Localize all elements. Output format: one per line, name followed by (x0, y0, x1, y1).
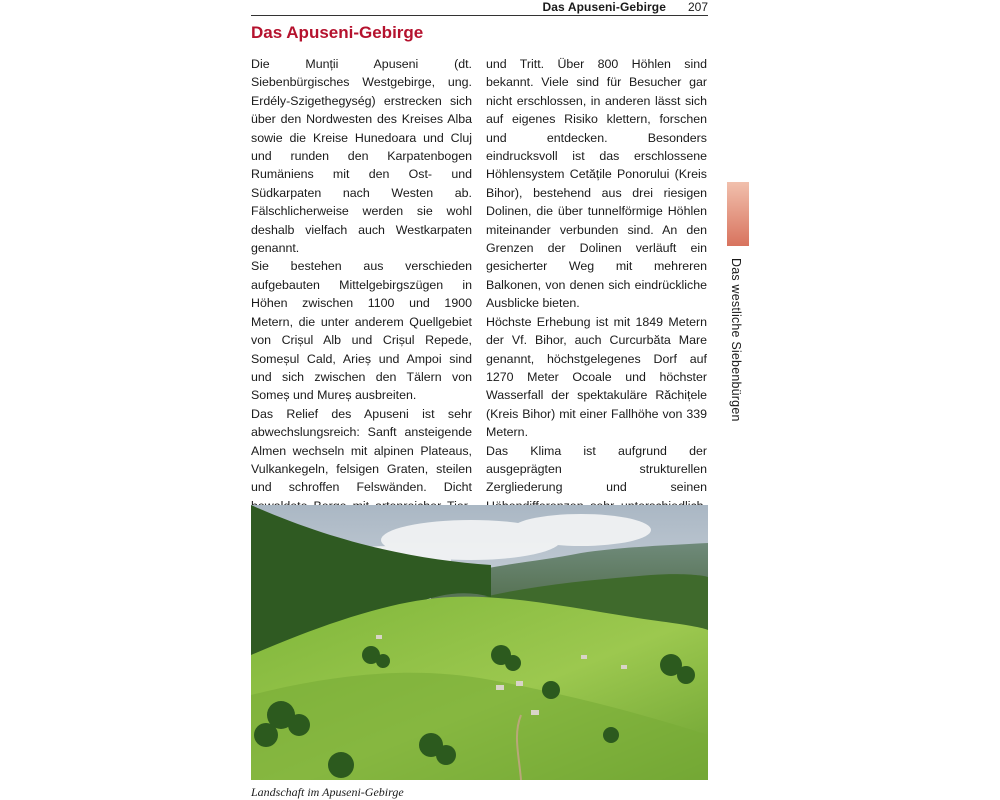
photo-caption: Landschaft im Apuseni-Gebirge (251, 785, 404, 799)
chapter-title: Das Apuseni-Gebirge (251, 23, 424, 42)
paragraph: Das Klima ist aufgrund der ausgeprägten strukturellen Zergliederung und seinen (486, 443, 707, 495)
paragraph: Die Munții Apuseni (dt. Siebenbürgisches Westgebirge, ung. Erdély-Szigethegység) erstrecken sich über den Nordwesten des Kreises Alba sowie die Kreise Hunedoara und Cluj und runden den Karpatenbogen Rumäniens mit den Ost- und Südkarpaten nach Westen ab. Fälschlicherweise werden sie wohl deshalb vielfach auch Westkarpaten genannt. (251, 57, 472, 256)
paragraph: Das Relief des Apuseni ist sehr abwechslungsreich: Sanft ansteigende Almen wechseln mit alpinen Plateaus, Vulkankegeln, felsigen Graten, steilen und schroffen Felswänden. Dicht (251, 406, 472, 495)
landscape-photo (251, 505, 708, 780)
paragraph: Sie bestehen aus verschieden aufgebauten Mittelgebirgszügen in Höhen zwischen 1100 und 1900 Metern, die unter anderem Quellgebiet von Crișul Alb und Crișul Repede, Someșul Cald, Arieș und Ampoi sind und sich zwischen den Tälern von Someș und Mureș ausbreiten. (251, 259, 472, 403)
running-header (251, 0, 708, 16)
chapter-side-label: Das westliche Siebenbürgen (729, 258, 743, 422)
paragraph: und Tritt. Über 800 Höhlen sind bekannt. Viele sind für Besucher gar nicht erschlossen, in anderen lässt sich auf eigenes Risiko klettern, forschen und entdecken. Besonders eindrucksvoll ist das erschlossene Höhlensystem Cetățile Ponorului (Kreis Bihor), bestehend aus drei riesigen Dolinen, die über tunnelförmige Höhlen miteinander verbunden sind. An den Grenzen der Dolinen verläuft ein gesicherter Weg mit mehreren Balkonen, von denen sich eindrückliche Ausblicke bieten. (486, 57, 707, 311)
paragraph: Höchste Erhebung ist mit 1849 Metern der Vf. Bihor, auch Curcurbăta Mare genannt, höchstgelegenes Dorf auf 1270 Meter Ocoale und höchster Wasserfall der spektakuläre Răchițele (Kreis Bihor) mit einer Fallhöhe von 339 Metern. (486, 314, 707, 440)
chapter-thumb-tab (727, 182, 749, 246)
running-header-title: Das Apuseni-Gebirge (542, 0, 666, 14)
page-number: 207 (687, 0, 708, 14)
landscape-illustration (251, 505, 708, 780)
